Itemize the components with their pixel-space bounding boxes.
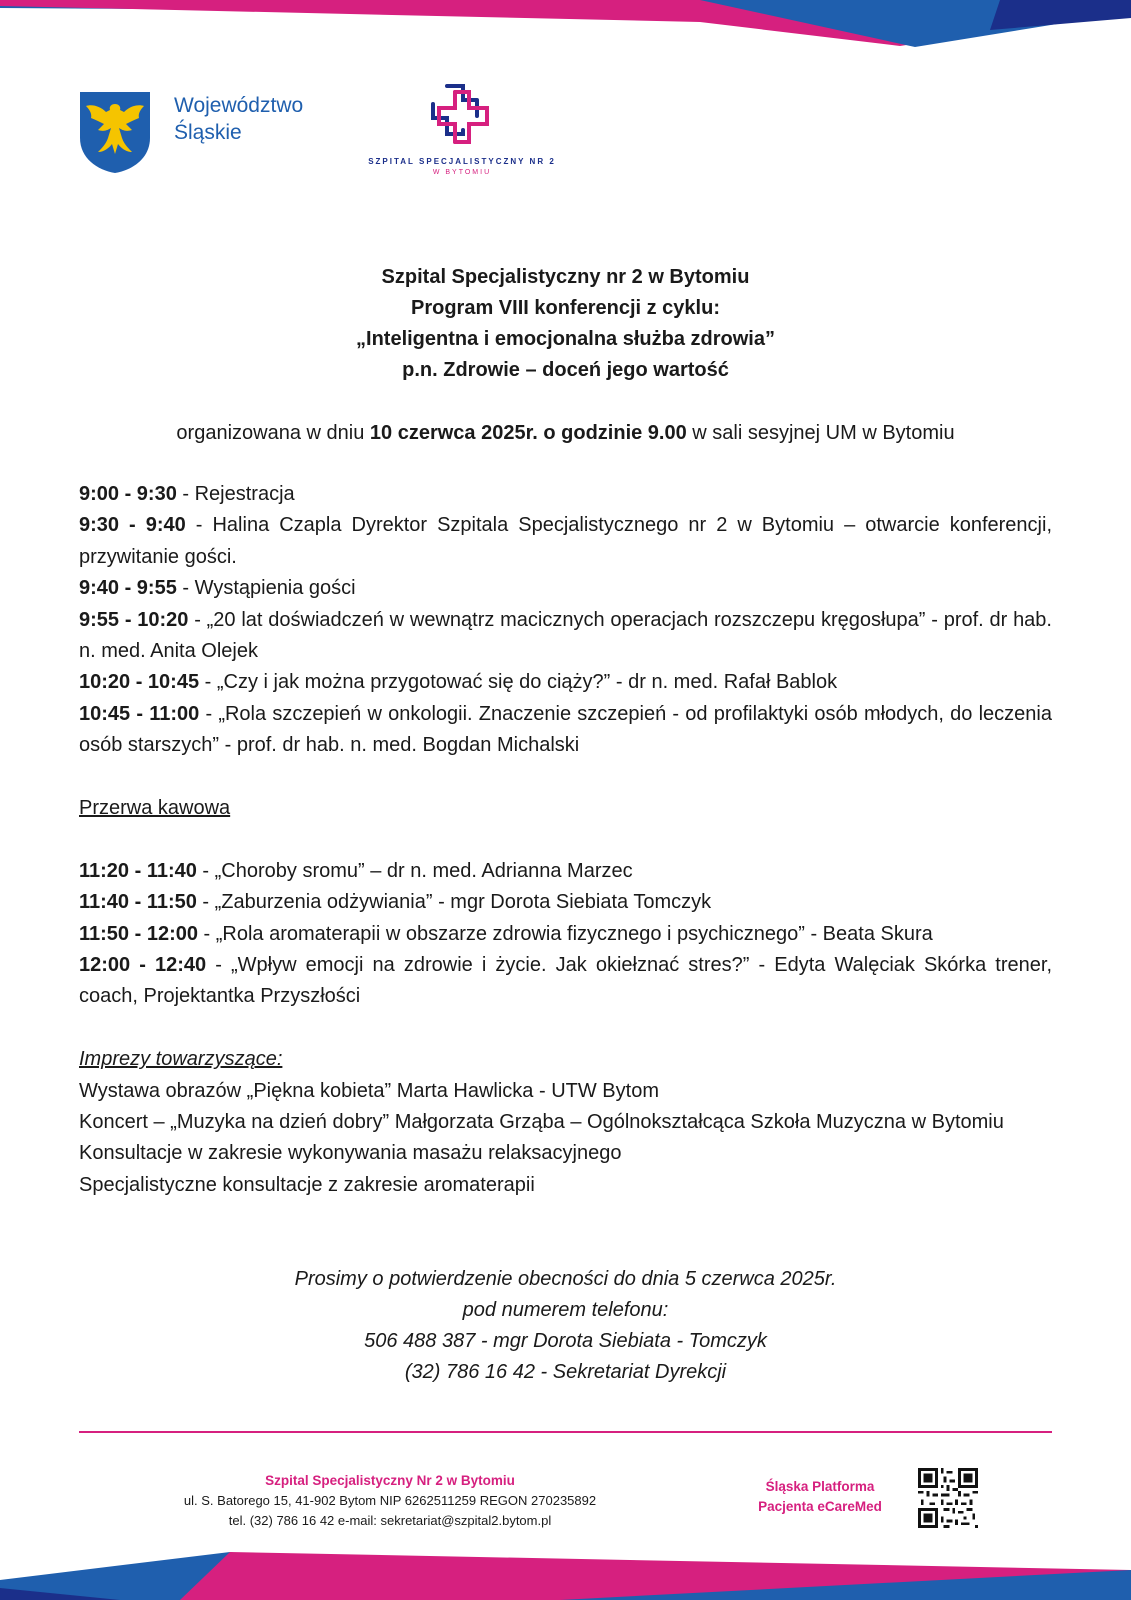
region-name-line1: Województwo — [174, 94, 304, 117]
program-time: 11:20 - 11:40 — [79, 859, 197, 882]
top-decorative-band — [0, 0, 1131, 50]
hospital-logo-city: W BYTOMIU — [432, 169, 492, 176]
attendance-confirmation — [0, 1264, 1131, 1388]
program-item — [79, 479, 1052, 510]
program-item — [79, 510, 1052, 573]
region-logo — [78, 90, 303, 174]
program-item — [79, 950, 1052, 1013]
program-time: 11:50 - 12:00 — [79, 922, 198, 945]
side-events-heading: Imprezy towarzyszące: — [79, 1048, 283, 1071]
program-text: - „Rola aromaterapii w obszarze zdrowia fizycznego i psychicznego” - Beata Skura — [197, 922, 933, 945]
coffee-break-label: Przerwa kawowa — [79, 797, 231, 820]
footer-address: ul. S. Batorego 15, 41-902 Bytom NIP 6262511259 REGON 270235892 — [183, 1493, 597, 1508]
footer-platform — [740, 1477, 900, 1517]
intro-line — [0, 418, 1131, 448]
hospital-logo — [352, 82, 572, 176]
title-line-4: p.n. Zdrowie – doceń jego wartość — [402, 359, 729, 381]
program-time: 9:00 - 9:30 — [79, 483, 177, 505]
qr-code-icon[interactable] — [918, 1468, 978, 1528]
program-time: 10:20 - 10:45 — [79, 671, 200, 694]
confirmation-line-1: Prosimy o potwierdzenie obecności do dnia 5 czerwca 2025r. — [294, 1268, 837, 1290]
program-item — [79, 887, 1052, 918]
program-text: - „Choroby sromu” – dr n. med. Adrianna Marzec — [196, 859, 633, 882]
program-item — [79, 605, 1052, 668]
silesia-eagle-crest-icon — [78, 90, 152, 174]
program-item — [79, 699, 1052, 762]
side-event-item: Wystawa obrazów „Piękna kobieta” Marta Hawlicka - UTW Bytom — [79, 1079, 659, 1102]
bottom-decorative-band — [0, 1550, 1131, 1600]
footer-contact: tel. (32) 786 16 42 e-mail: sekretariat@szpital2.bytom.pl — [228, 1513, 552, 1528]
conference-program — [79, 479, 1052, 1201]
program-time: 11:40 - 11:50 — [79, 891, 197, 914]
intro-date-time: 10 czerwca 2025r. o godzinie 9.00 — [369, 422, 687, 444]
title-line-1: Szpital Specjalistyczny nr 2 w Bytomiu — [381, 266, 750, 288]
intro-suffix: w sali sesyjnej UM w Bytomiu — [686, 422, 955, 444]
program-item — [79, 856, 1052, 887]
confirmation-line-4: (32) 786 16 42 - Sekretariat Dyrekcji — [404, 1361, 727, 1383]
footer-address-block — [120, 1471, 660, 1531]
program-text: - „20 lat doświadczeń w wewnątrz macicznych operacjach rozszczepu kręgosłupa” - prof. dr hab. n. med. Anita Olejek — [79, 608, 1052, 663]
program-time: 10:45 - 11:00 — [79, 702, 200, 725]
document-title — [0, 262, 1131, 386]
side-event-item: Konsultacje w zakresie wykonywania masażu relaksacyjnego — [79, 1142, 622, 1165]
hospital-logo-name: SZPITAL SPECJALISTYCZNY NR 2 — [368, 157, 556, 166]
program-text: - „Wpływ emocji na zdrowie i życie. Jak okiełznać stres?” - Edyta Walęciak Skórka trener, coach, Projektantka Przyszłości — [79, 954, 1053, 1008]
program-text: - Halina Czapla Dyrektor Szpitala Specjalistycznego nr 2 w Bytomiu – otwarcie konferencji, przywitanie gości. — [79, 514, 1052, 568]
side-event-item: Koncert – „Muzyka na dzień dobry” Małgorzata Grząba – Ogólnokształcąca Szkoła Muzyczna w Bytomiu — [79, 1111, 1004, 1134]
region-name-line2: Śląskie — [174, 121, 242, 144]
intro-prefix: organizowana w dniu — [176, 422, 370, 444]
title-line-2: Program VIII konferencji z cyklu: — [411, 297, 720, 319]
program-time: 12:00 - 12:40 — [79, 954, 207, 977]
program-item — [79, 667, 1052, 698]
side-event-item: Specjalistyczne konsultacje z zakresie aromaterapii — [79, 1173, 535, 1196]
footer-hospital-name: Szpital Specjalistyczny Nr 2 w Bytomiu — [265, 1473, 515, 1488]
hospital-cross-icon — [429, 82, 495, 148]
program-time: 9:40 - 9:55 — [79, 577, 177, 600]
program-time: 9:55 - 10:20 — [79, 608, 189, 631]
title-line-3: „Inteligentna i emocjonalna służba zdrowia” — [356, 328, 775, 350]
program-text: - „Rola szczepień w onkologii. Znaczenie szczepień - od profilaktyki osób młodych, do leczenia osób starszych” - prof. dr hab. n. med. Bogdan Michalski — [79, 702, 1052, 757]
program-text: - „Zaburzenia odżywiania” - mgr Dorota Siebiata Tomczyk — [196, 891, 712, 914]
program-text: - Wystąpienia gości — [176, 577, 356, 600]
program-item — [79, 919, 1052, 950]
program-time: 9:30 - 9:40 — [79, 514, 186, 537]
program-text: - Rejestracja — [176, 483, 295, 505]
program-text: - „Czy i jak można przygotować się do ciąży?” - dr n. med. Rafał Bablok — [199, 671, 838, 694]
footer-divider — [79, 1431, 1052, 1433]
platform-line-1: Śląska Platforma — [765, 1479, 875, 1494]
program-item — [79, 573, 1052, 604]
confirmation-line-3: 506 488 387 - mgr Dorota Siebiata - Tomczyk — [364, 1330, 767, 1352]
platform-line-2: Pacjenta eCareMed — [758, 1499, 882, 1514]
confirmation-line-2: pod numerem telefonu: — [462, 1299, 669, 1321]
